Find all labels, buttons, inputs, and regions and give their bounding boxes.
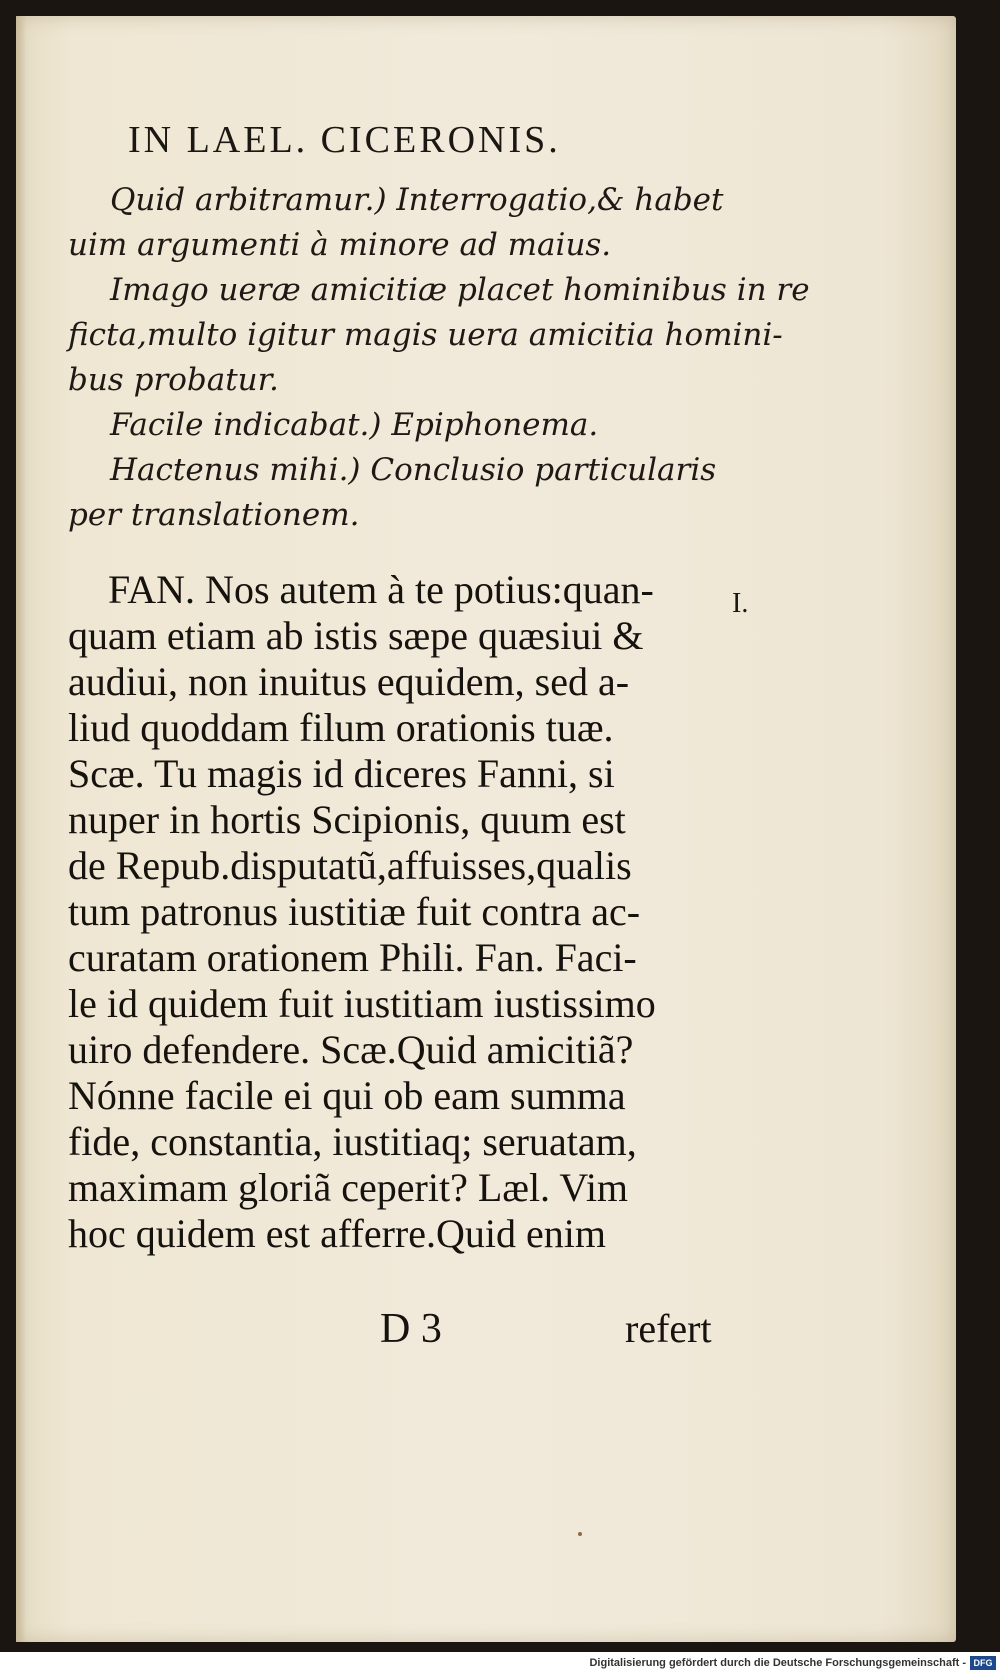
text-line: fide, constantia, iustitiaq; seruatam, (68, 1119, 637, 1164)
text-line: FAN. Nos autem à te potius:quan- (108, 567, 654, 612)
text-line: nuper in hortis Scipionis, quum est (68, 797, 626, 842)
commentary-line: uim argumenti à minore ad maius. (68, 227, 612, 263)
commentary-block (68, 178, 810, 538)
running-head: IN LAEL. CICERONIS. (128, 119, 561, 161)
text-line: liud quoddam filum orationis tuæ. (68, 705, 614, 750)
commentary-line: Imago ueræ amicitiæ placet hominibus in re (110, 272, 810, 308)
paper-speck (578, 1532, 582, 1536)
main-text-block (68, 567, 748, 1257)
margin-note: I. (732, 588, 749, 619)
text-line: le id quidem fuit iustitiam iustissimo (68, 981, 656, 1026)
commentary-line: Facile indicabat.) Epiphonema. (110, 407, 599, 443)
signature-mark: D 3 (380, 1306, 442, 1352)
text-line: tum patronus iustitiæ fuit contra ac- (68, 889, 641, 934)
page-spine-shadow (16, 16, 26, 1642)
text-line: hoc quidem est afferre.Quid enim (68, 1211, 606, 1256)
commentary-line: per translationem. (68, 497, 360, 533)
commentary-line: Quid arbitramur.) Interrogatio,& habet (110, 182, 724, 218)
text-line: quam etiam ab istis sæpe quæsiui & (68, 613, 644, 658)
catchword: refert (625, 1306, 712, 1351)
footer-credit: Digitalisierung gefördert durch die Deutsche Forschungsgemeinschaft - (589, 1657, 966, 1669)
dfg-logo-icon: DFG (970, 1656, 996, 1670)
commentary-line: bus probatur. (68, 362, 279, 398)
text-line: audiui, non inuitus equidem, sed a- (68, 659, 630, 704)
commentary-line: ficta,multo igitur magis uera amicitia homini- (68, 317, 783, 353)
text-line: de Repub.disputatũ,affuisses,qualis (68, 843, 632, 888)
text-line: Nónne facile ei qui ob eam summa (68, 1073, 626, 1118)
text-line: uiro defendere. Scæ.Quid amicitiã? (68, 1027, 634, 1072)
text-line: Scæ. Tu magis id diceres Fanni, si (68, 751, 615, 796)
text-line: curatam orationem Phili. Fan. Faci- (68, 935, 637, 980)
footer-bar (0, 1652, 1000, 1675)
commentary-line: Hactenus mihi.) Conclusio particularis (110, 452, 717, 488)
text-line: maximam gloriã ceperit? Læl. Vim (68, 1165, 629, 1210)
